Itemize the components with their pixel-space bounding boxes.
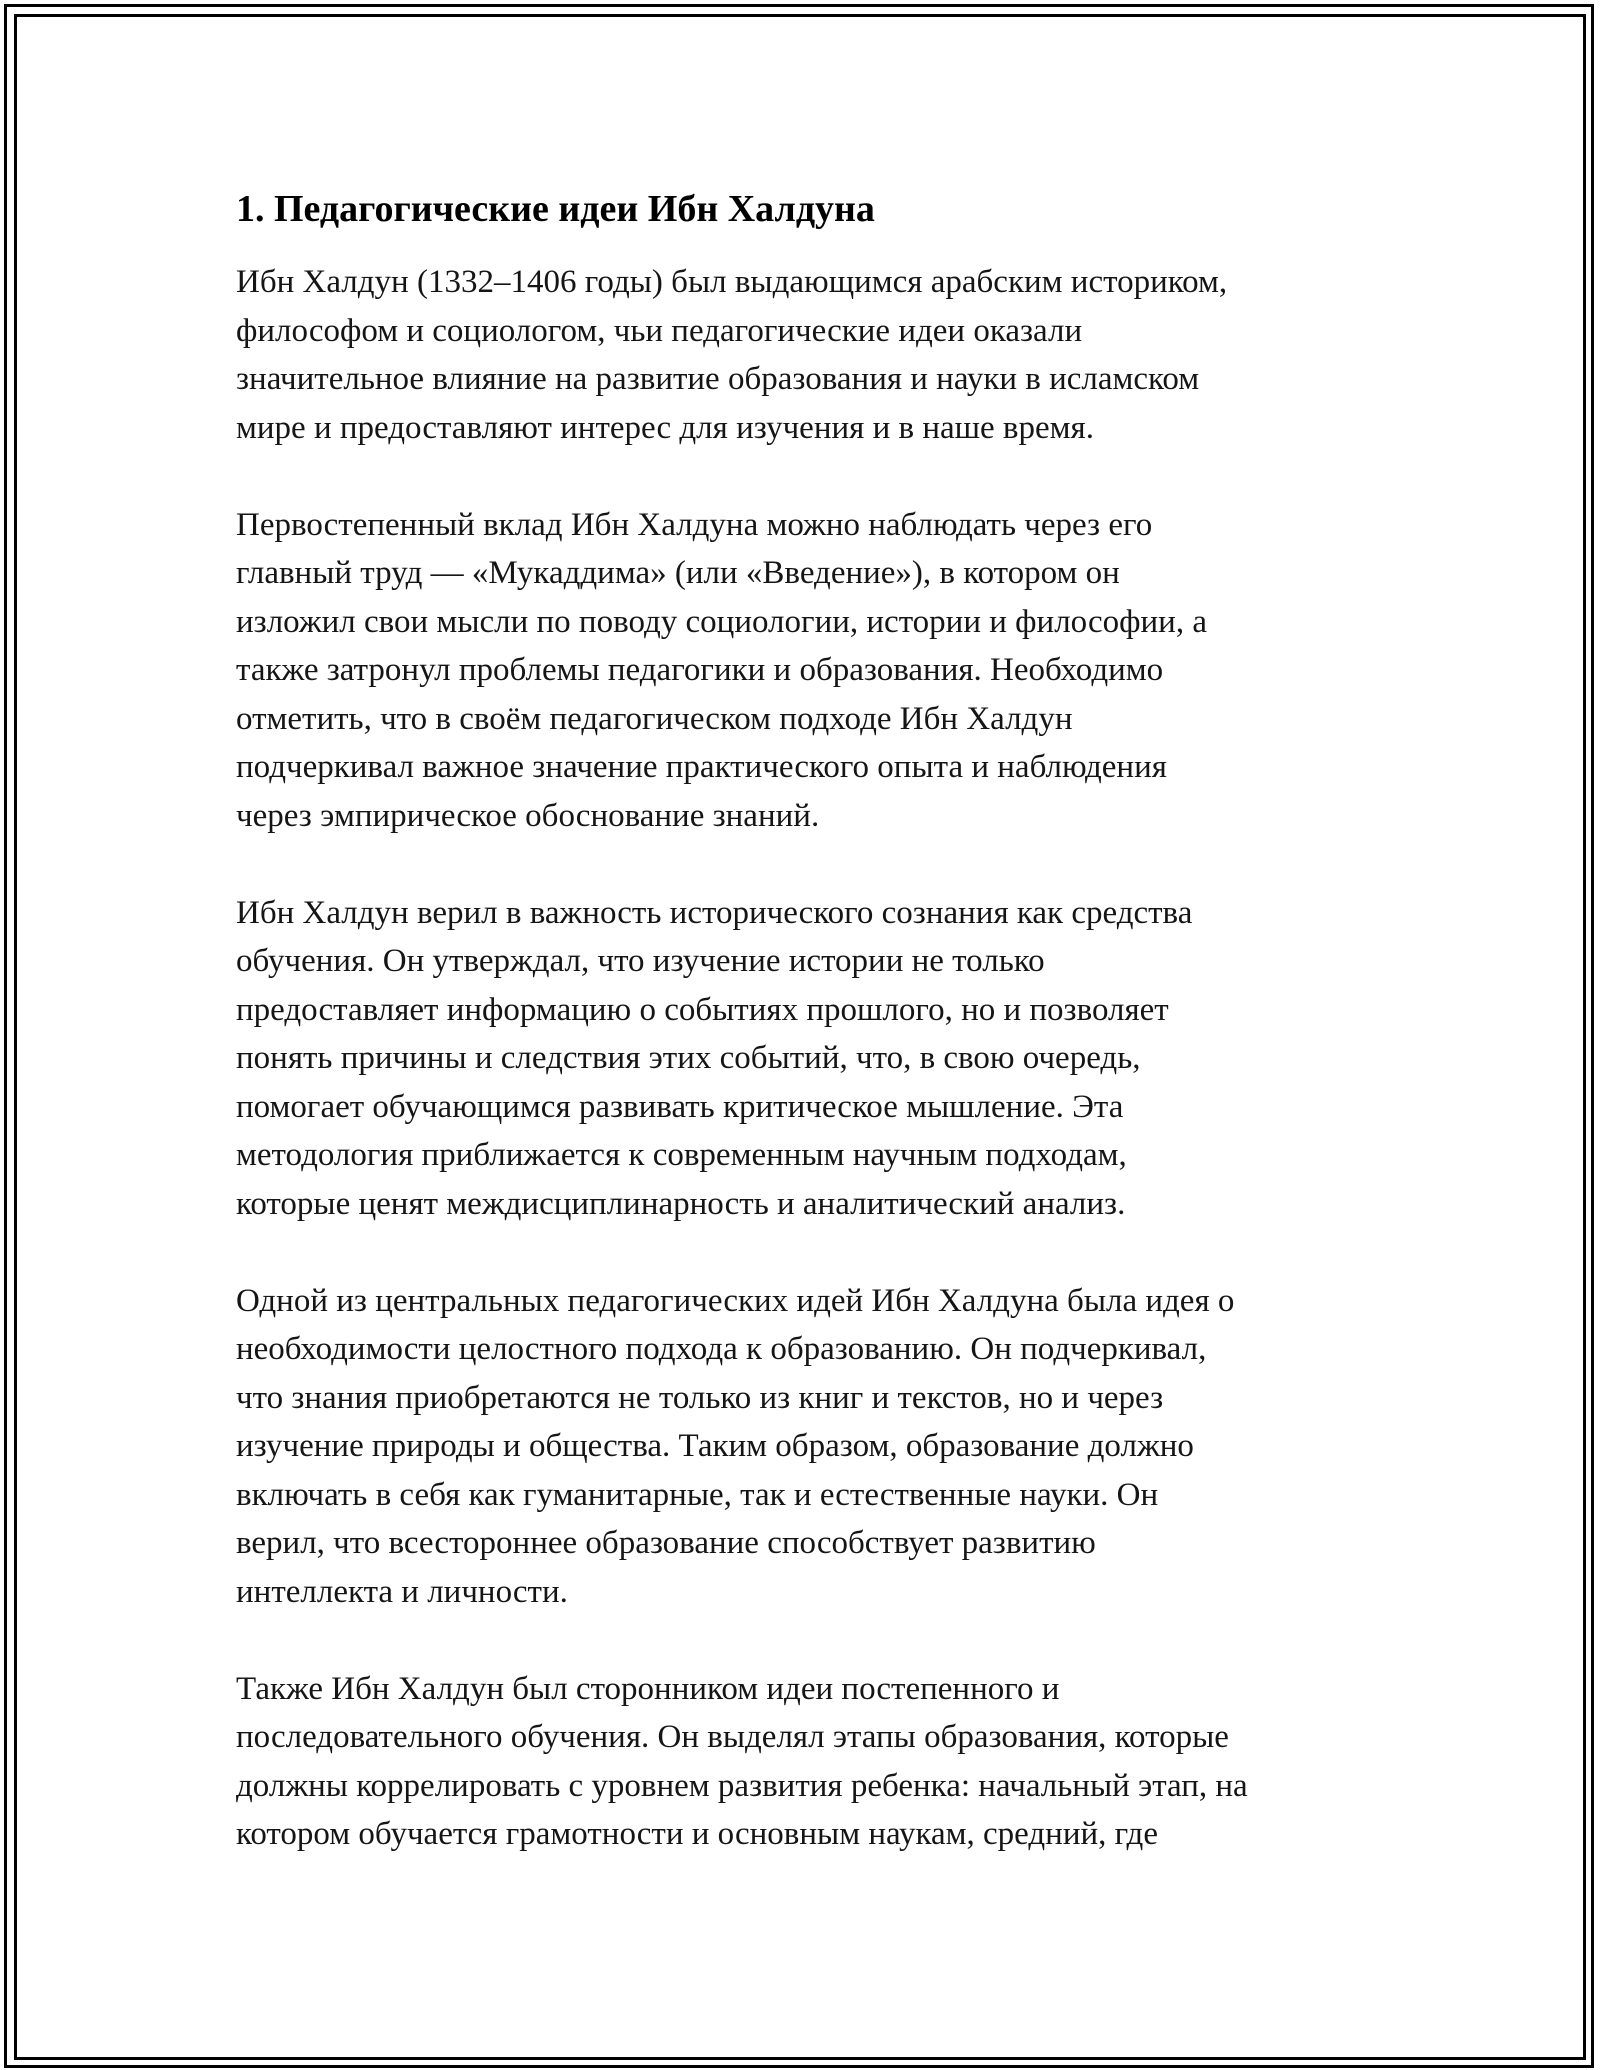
- paragraph-3: [236, 889, 1386, 1229]
- text-line: Ибн Халдун верил в важность исторического сознания как средства: [236, 894, 1193, 931]
- text-line: необходимости целостного подхода к образованию. Он подчеркивал,: [236, 1331, 1207, 1367]
- text-line: включать в себя как гуманитарные, так и естественные науки. Он: [236, 1476, 1159, 1513]
- text-line: главный труд — «Мукаддима» (или «Введение»), в котором он: [236, 555, 1120, 591]
- text-line: также затронул проблемы педагогики и образования. Необходимо: [236, 652, 1164, 688]
- paragraph-5: [236, 1665, 1386, 1859]
- document-title: 1. Педагогические идеи Ибн Халдуна: [236, 188, 875, 230]
- paragraph-4: [236, 1277, 1386, 1617]
- text-line: Ибн Халдун (1332–1406 годы) был выдающимся арабским историком,: [236, 264, 1228, 300]
- paragraph-2: [236, 501, 1386, 841]
- text-line: обучения. Он утверждал, что изучение истории не только: [236, 943, 1045, 979]
- text-line: Первостепенный вклад Ибн Халдуна можно наблюдать через его: [236, 506, 1153, 543]
- text-line: должны коррелировать с уровнем развития ребенка: начальный этап, на: [236, 1767, 1248, 1804]
- text-line: Одной из центральных педагогических идей Ибн Халдуна была идея о: [236, 1282, 1235, 1319]
- text-line: помогает обучающимся развивать критическое мышление. Эта: [236, 1088, 1124, 1125]
- text-line: понять причины и следствия этих событий, что, в свою очередь,: [236, 1040, 1141, 1076]
- text-line: предоставляет информацию о событиях прошлого, но и позволяет: [236, 991, 1169, 1028]
- text-line: подчеркивал важное значение практического опыта и наблюдения: [236, 749, 1167, 785]
- document-body: [236, 185, 1386, 1907]
- text-line: верил, что всестороннее образование способствует развитию: [236, 1525, 1096, 1561]
- text-line: которые ценят междисциплинарность и аналитический анализ.: [236, 1185, 1126, 1222]
- text-line: последовательного обучения. Он выделял этапы образования, которые: [236, 1719, 1229, 1755]
- text-line: значительное влияние на развитие образования и науки в исламском: [236, 361, 1200, 397]
- text-line: отметить, что в своём педагогическом подходе Ибн Халдун: [236, 700, 1073, 737]
- text-line: интеллекта и личности.: [236, 1573, 568, 1610]
- text-line: методология приближается к современным научным подходам,: [236, 1137, 1127, 1173]
- text-line: через эмпирическое обоснование знаний.: [236, 797, 820, 834]
- text-line: изложил свои мысли по поводу социологии, истории и философии, а: [236, 603, 1207, 640]
- text-line: изучение природы и общества. Таким образом, образование должно: [236, 1428, 1194, 1464]
- paragraph-1: [236, 258, 1386, 452]
- text-line: философом и социологом, чьи педагогические идеи оказали: [236, 312, 1083, 349]
- text-line: мире и предоставляют интерес для изучения и в наше время.: [236, 409, 1094, 446]
- text-line: Также Ибн Халдун был сторонником идеи постепенного и: [236, 1670, 1060, 1707]
- text-line: котором обучается грамотности и основным наукам, средний, где: [236, 1816, 1158, 1852]
- text-line: что знания приобретаются не только из книг и текстов, но и через: [236, 1379, 1164, 1416]
